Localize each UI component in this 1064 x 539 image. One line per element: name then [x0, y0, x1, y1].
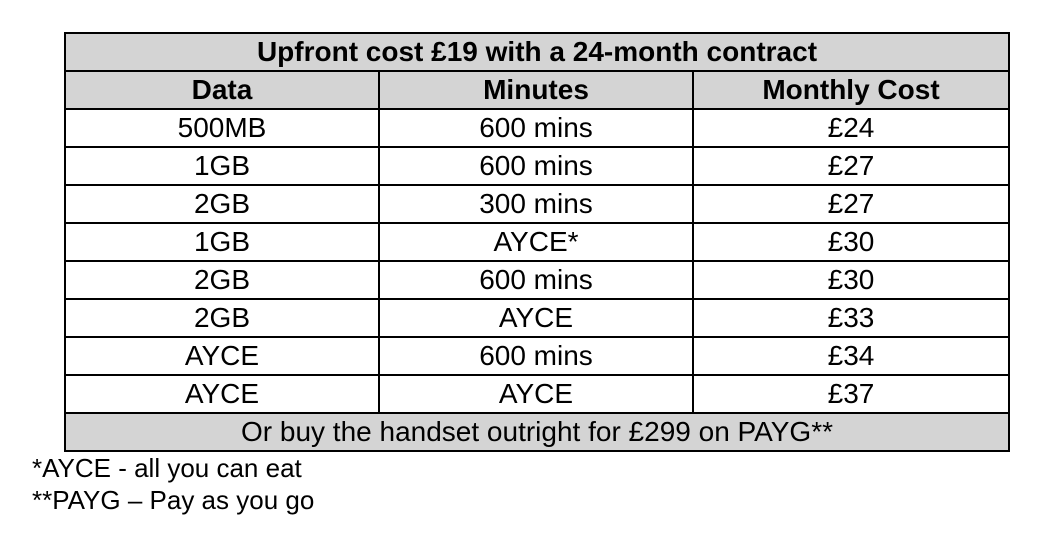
- cell-minutes: 600 mins: [379, 337, 693, 375]
- table-footer-row: [65, 413, 1009, 451]
- cell-minutes: AYCE: [379, 375, 693, 413]
- cell-data: 2GB: [65, 299, 379, 337]
- cell-data: AYCE: [65, 375, 379, 413]
- table-row: [65, 299, 1009, 337]
- table-row: [65, 223, 1009, 261]
- cell-minutes: 600 mins: [379, 261, 693, 299]
- cell-minutes: AYCE: [379, 299, 693, 337]
- cell-data: 500MB: [65, 109, 379, 147]
- cell-monthly-cost: £33: [693, 299, 1009, 337]
- table-row: [65, 261, 1009, 299]
- table-row: [65, 109, 1009, 147]
- table-title-row: [65, 33, 1009, 71]
- table-row: [65, 147, 1009, 185]
- cell-monthly-cost: £27: [693, 147, 1009, 185]
- cell-minutes: AYCE*: [379, 223, 693, 261]
- table-row: [65, 185, 1009, 223]
- footnote-payg: **PAYG – Pay as you go: [32, 485, 315, 515]
- cell-monthly-cost: £24: [693, 109, 1009, 147]
- cell-monthly-cost: £27: [693, 185, 1009, 223]
- table-title: Upfront cost £19 with a 24-month contract: [65, 33, 1009, 71]
- cell-data: 1GB: [65, 223, 379, 261]
- table-footer: Or buy the handset outright for £299 on PAYG**: [65, 413, 1009, 451]
- table-header-row: [65, 71, 1009, 109]
- pricing-table: [64, 32, 1010, 452]
- cell-monthly-cost: £37: [693, 375, 1009, 413]
- cell-monthly-cost: £30: [693, 223, 1009, 261]
- cell-minutes: 300 mins: [379, 185, 693, 223]
- column-header-data: Data: [65, 71, 379, 109]
- cell-monthly-cost: £30: [693, 261, 1009, 299]
- column-header-minutes: Minutes: [379, 71, 693, 109]
- cell-monthly-cost: £34: [693, 337, 1009, 375]
- cell-data: AYCE: [65, 337, 379, 375]
- footnotes: [32, 452, 314, 516]
- table-row: [65, 375, 1009, 413]
- cell-minutes: 600 mins: [379, 109, 693, 147]
- column-header-monthly-cost: Monthly Cost: [693, 71, 1009, 109]
- cell-minutes: 600 mins: [379, 147, 693, 185]
- cell-data: 1GB: [65, 147, 379, 185]
- cell-data: 2GB: [65, 185, 379, 223]
- footnote-ayce: *AYCE - all you can eat: [32, 453, 302, 483]
- table-row: [65, 337, 1009, 375]
- cell-data: 2GB: [65, 261, 379, 299]
